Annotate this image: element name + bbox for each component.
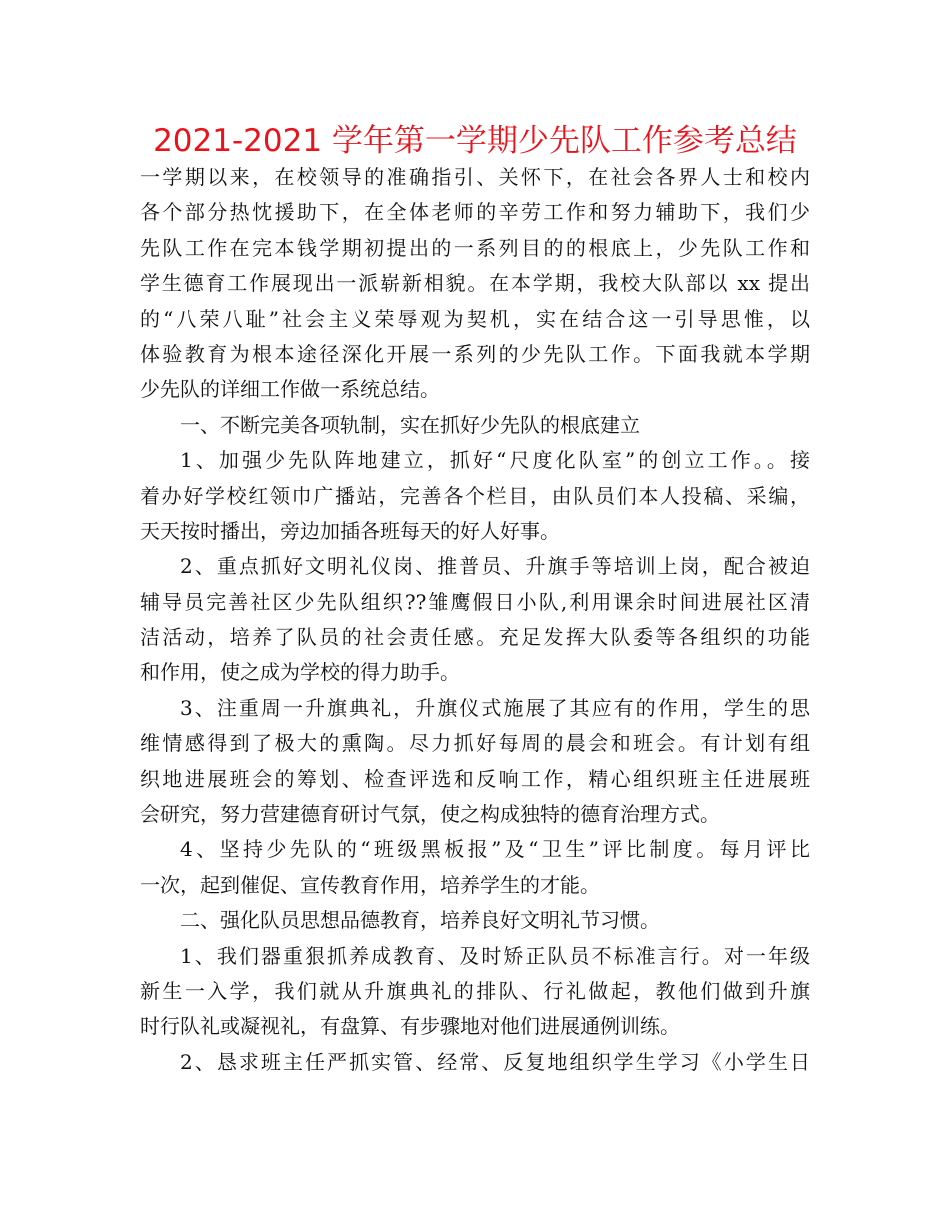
- body-line: 维情感得到了极大的熏陶。尽力抓好每周的晨会和班会。有计划有组: [140, 731, 810, 756]
- document-body: [140, 160, 810, 1080]
- body-line: 3、注重周一升旗典礼，升旗仪式施展了其应有的作用，学生的思: [180, 695, 810, 720]
- body-line: 4、坚持少先队的“班级黑板报”及“卫生”评比制度。每月评比: [180, 837, 810, 862]
- body-line: 着办好学校红领巾广播站，完善各个栏目，由队员们本人投稿、采编，: [140, 483, 810, 508]
- body-line: 学生德育工作展现出一派崭新相貌。在本学期，我校大队部以 xx 提出: [140, 271, 810, 296]
- body-line: 2、重点抓好文明礼仪岗、推普员、升旗手等培训上岗，配合被迫: [180, 554, 810, 579]
- body-line: 1、我们器重狠抓养成教育、及时矫正队员不标准言行。对一年级: [180, 943, 810, 968]
- section-heading: 二、强化队员思想品德教育，培养良好文明礼节习惯。: [180, 908, 660, 933]
- body-line: 先队工作在完本钱学期初提出的一系列目的的根底上，少先队工作和: [140, 235, 810, 260]
- body-line: 一学期以来，在校领导的准确指引、关怀下，在社会各界人士和校内: [140, 165, 810, 189]
- body-line: 2、恳求班主任严抓实管、经常、反复地组织学生学习《小学生日: [180, 1049, 810, 1074]
- body-line: 体验教育为根本途径深化开展一系列的少先队工作。下面我就本学期: [140, 341, 810, 366]
- body-line: 1、加强少先队阵地建立，抓好“尺度化队室”的创立工作。。接: [180, 448, 810, 473]
- body-line: 洁活动，培养了队员的社会责任感。充足发挥大队委等各组织的功能: [140, 625, 810, 650]
- body-line: 辅导员完善社区少先队组织??雏鹰假日小队,利用课余时间进展社区清: [140, 589, 810, 614]
- document-title: 2021-2021 学年第一学期少先队工作参考总结: [153, 123, 797, 159]
- body-line: 少先队的详细工作做一系统总结。: [140, 377, 440, 402]
- body-line: 的“八荣八耻”社会主义荣辱观为契机，实在结合这一引导思惟，以: [140, 306, 810, 331]
- section-heading: 一、不断完美各项轨制，实在抓好少先队的根底建立: [180, 412, 640, 437]
- body-line: 会研究，努力营建德育研讨气氛，使之构成独特的德育治理方式。: [140, 802, 720, 827]
- body-line: 织地进展班会的筹划、检查评选和反响工作，精心组织班主任进展班: [140, 766, 810, 791]
- body-line: 和作用，使之成为学校的得力助手。: [140, 660, 460, 685]
- body-line: 一次，起到催促、宣传教育作用，培养学生的才能。: [140, 872, 600, 897]
- body-line: 各个部分热忱援助下，在全体老师的辛劳工作和努力辅助下，我们少: [140, 200, 810, 225]
- body-line: 新生一入学，我们就从升旗典礼的排队、行礼做起，教他们做到升旗: [140, 978, 810, 1003]
- body-line: 时行队礼或凝视礼，有盘算、有步骤地对他们进展通例训练。: [140, 1014, 680, 1039]
- body-line: 天天按时播出，旁边加插各班每天的好人好事。: [140, 518, 560, 543]
